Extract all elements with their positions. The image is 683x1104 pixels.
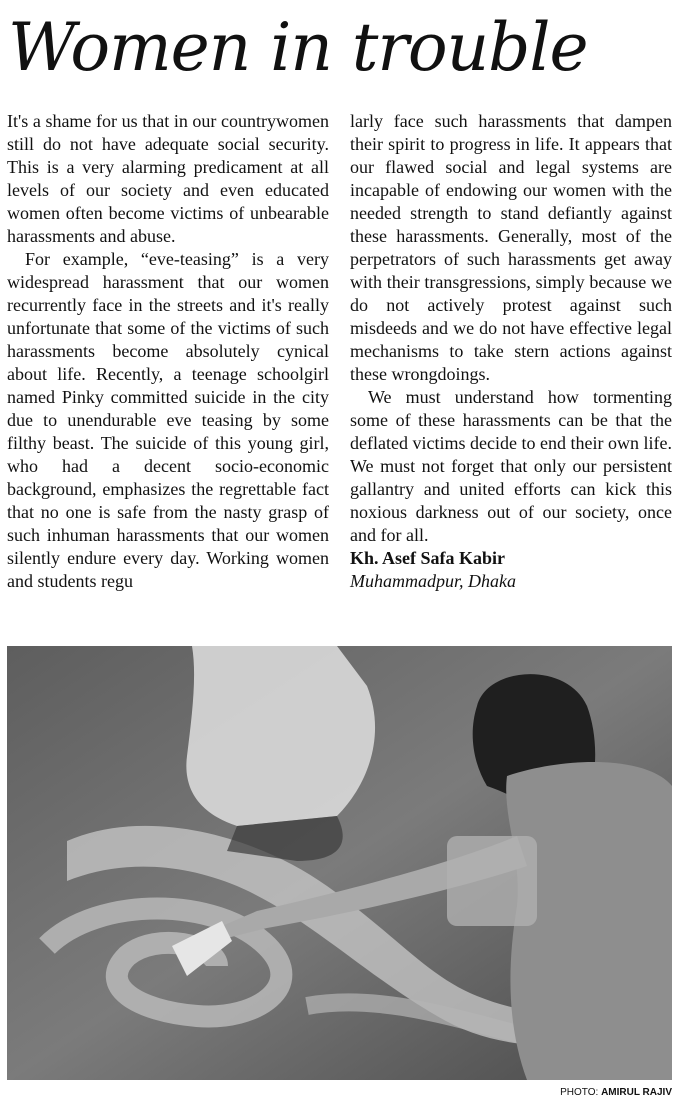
headline: Women in trouble [8, 9, 588, 86]
kneeling-woman-figure [186, 646, 375, 826]
author-location: Muhammadpur, Dhaka [350, 571, 516, 591]
author-name: Kh. Asef Safa Kabir [350, 548, 506, 568]
photo-credit-name: AMIRUL RAJIV [601, 1087, 672, 1098]
article-column-left [7, 110, 329, 593]
photo-illustration [7, 646, 672, 1080]
article-paragraph: It's a shame for us that in our countrywomen still do not have adequate social security. This is a very alarming predicament at all levels of our society and even educated women often become victims of unbearable harassments and abuse. [7, 111, 329, 246]
news-photo [7, 646, 672, 1080]
article-paragraph: larly face such harassments that dampen their spirit to progress in life. It appears that our flawed social and legal systems are incapable of endowing our women with the needed strength to stand defiantly against these harassments. Generally, most of the perpetrators of such harassments get away with their transgressions, simply because we do not actively protest against such misdeeds and we do not have effective legal mechanisms to take stern actions against these wrongdoings. [350, 111, 672, 384]
article-paragraph: For example, “eve-teasing” is a very widespread harassment that our women recurrently face in the streets and it's really unfortunate that some of the victims of such harassments become absolutely cynical about life. Recently, a teenage schoolgirl named Pinky committed suicide in the city due to unendurable eve teasing by some filthy beast. The suicide of this young girl, who had a decent socio-economic background, emphasizes the regrettable fact that no one is safe from the nasty grasp of such inhuman harassments that our women silently endure every day. Working women and students regu [7, 249, 329, 591]
photo-credit [560, 1086, 672, 1100]
paint-bucket [447, 836, 537, 926]
article-paragraph: We must understand how tormenting some of these harassments can be that the deflated victims decide to end their own life. We must not forget that only our persistent gallantry and united efforts can kick this noxious darkness out of our society, once and for all. [350, 387, 672, 545]
article-column-right [350, 110, 672, 593]
photo-credit-label: PHOTO: [560, 1087, 599, 1098]
